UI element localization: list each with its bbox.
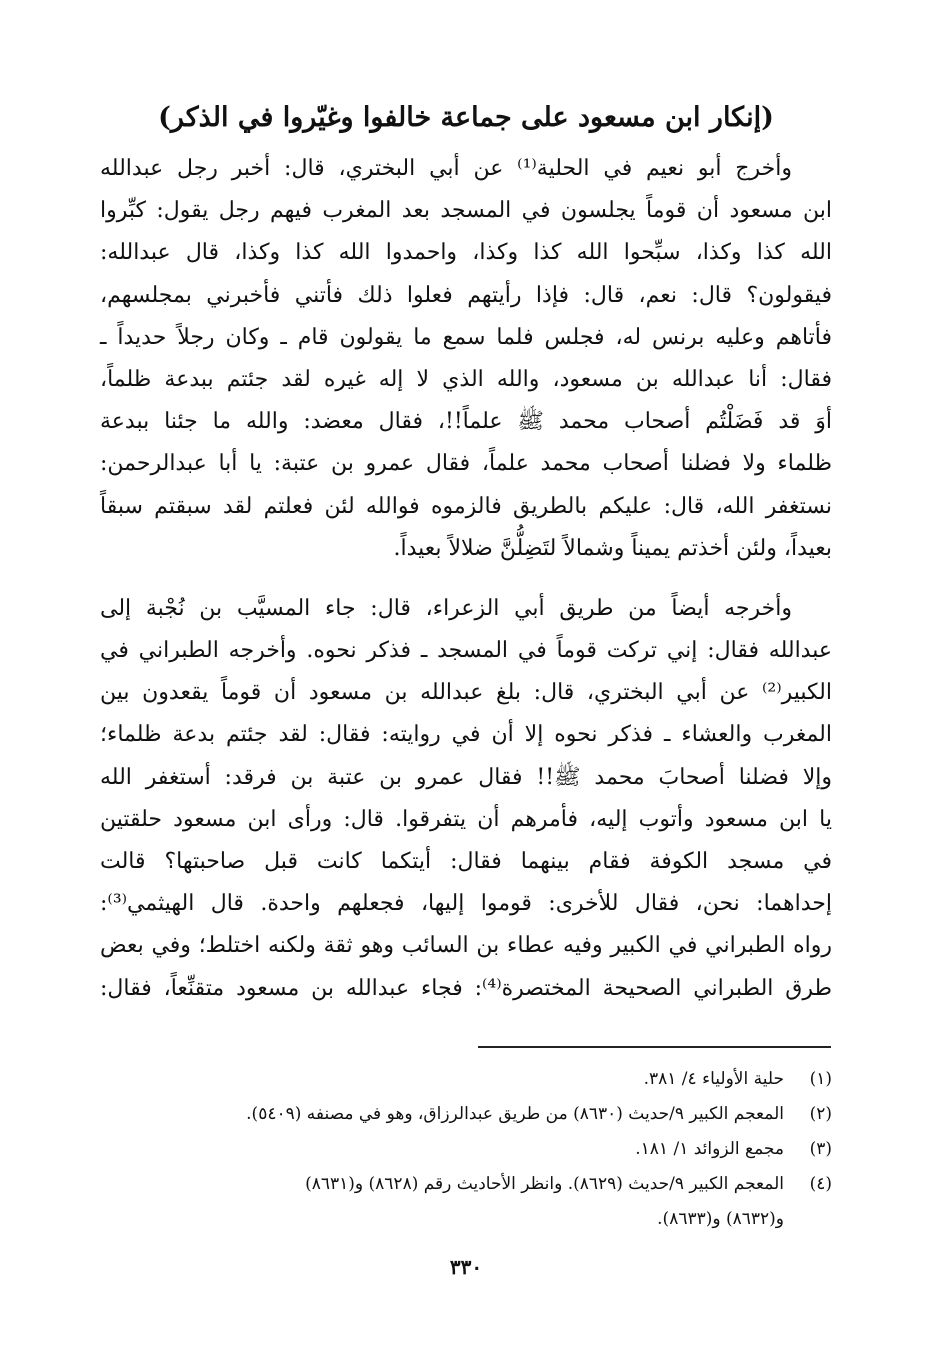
text-line: الكبير⁽²⁾ عن أبي البختري، قال: بلغ عبدالله بن مسعود أن قوماً يقعدون بين	[100, 680, 832, 706]
text-line: فأتاهم وعليه برنس له، فجلس فلما سمع ما يقولون قام ـ وكان رجلاً حديداً ـ	[100, 324, 832, 350]
page-number: ٣٣٠	[449, 1255, 483, 1279]
footnote	[100, 1167, 832, 1202]
paragraph-gap	[100, 570, 832, 588]
footnote-text: مجمع الزوائد ١/ ١٨١.	[635, 1139, 784, 1159]
footnote-number: (٣)	[809, 1139, 832, 1159]
paragraph-2	[100, 588, 832, 1010]
footnote-number: (٢)	[809, 1104, 832, 1124]
text-line: إحداهما: نحن، فقال للأخرى: قوموا إليها، فجعلهم واحدة. قال الهيثمي⁽³⁾:	[100, 891, 832, 917]
footnote-text: المعجم الكبير ٩/حديث (٨٦٢٩). وانظر الأحاديث رقم (٨٦٢٨) و(٨٦٣١)	[305, 1174, 784, 1194]
text-line: بعيداً، ولئن أخذتم يميناً وشمالاً لتَضِلُّنَّ ضلالاً بعيداً.	[393, 535, 832, 561]
body-text	[100, 148, 832, 1010]
text-line: أوَ قد فَضَلْتُم أصحاب محمد ﷺ علماً!!، فقال معضد: والله ما جئنا ببدعة	[100, 409, 832, 435]
text-line: وأخرجه أيضاً من طريق أبي الزعراء، قال: جاء المسيَّب بن نُجْبة إلى	[100, 595, 792, 621]
text-line: المغرب والعشاء ـ فذكر نحوه إلا أن في روايته: فقال: لقد جئتم بدعة ظلماء؛	[100, 722, 832, 748]
text-line: وأخرج أبو نعيم في الحلية⁽¹⁾ عن أبي البختري، قال: أخبر رجل عبدالله	[100, 156, 792, 181]
text-line: ظلماء ولا فضلنا أصحاب محمد علماً، فقال عمرو بن عتبة: يا أبا عبدالرحمن:	[100, 451, 832, 477]
text-line: فقال: أنا عبدالله بن مسعود، والله الذي لا إله غيره لقد جئتم ببدعة ظلماً،	[100, 366, 832, 392]
page-title: (إنكار ابن مسعود على جماعة خالفوا وغيّروا في الذكر)	[158, 102, 774, 133]
footnote	[100, 1062, 832, 1097]
footnote	[100, 1132, 832, 1167]
footnote	[100, 1097, 832, 1132]
text-line: نستغفر الله، قال: عليكم بالطريق فالزموه فوالله لئن فعلتم لقد سبقتم سبقاً	[100, 493, 832, 519]
text-line: رواه الطبراني في الكبير وفيه عطاء بن السائب وهو ثقة ولكنه اختلط؛ وفي بعض	[100, 933, 832, 959]
text-line: ابن مسعود أن قوماً يجلسون في المسجد بعد المغرب فيهم رجل يقول: كبِّروا	[100, 198, 832, 224]
text-line: عبدالله فقال: إني تركت قوماً في المسجد ـ فذكر نحوه. وأخرجه الطبراني في	[100, 638, 832, 664]
text-line: فيقولون؟ قال: نعم، قال: فإذا رأيتهم فعلوا ذلك فأتني فأخبرني بمجلسهم،	[100, 282, 832, 308]
text-line: طرق الطبراني الصحيحة المختصرة⁽⁴⁾: فجاء عبدالله بن مسعود متقنِّعاً، فقال:	[100, 975, 832, 1001]
text-line: وإلا فضلنا أصحابَ محمد ﷺ!! فقال عمرو بن عتبة بن فرقد: أستغفر الله	[100, 764, 832, 790]
footnote-separator	[478, 1046, 831, 1048]
footnote-number: (٤)	[809, 1174, 832, 1194]
footnote-text: حلية الأولياء ٤/ ٣٨١.	[643, 1069, 784, 1089]
text-line: يا ابن مسعود وأتوب إليه، فأمرهم أن يتفرقوا. قال: ورأى ابن مسعود حلقتين	[100, 806, 832, 832]
text-line: في مسجد الكوفة فقام بينهما فقال: أيتكما كانت قبل صاحبتها؟ قالت	[100, 849, 833, 874]
footnote-continuation: و(٨٦٣٢) و(٨٦٣٣).	[657, 1209, 784, 1229]
footnotes	[100, 1062, 832, 1237]
paragraph-1	[100, 148, 832, 570]
text-line: الله كذا وكذا، سبِّحوا الله كذا وكذا، واحمدوا الله كذا وكذا، قال عبدالله:	[100, 240, 832, 266]
footnote-number: (١)	[809, 1069, 832, 1089]
footnote-text: المعجم الكبير ٩/حديث (٨٦٣٠) من طريق عبدالرزاق، وهو في مصنفه (٥٤٠٩).	[246, 1104, 784, 1124]
